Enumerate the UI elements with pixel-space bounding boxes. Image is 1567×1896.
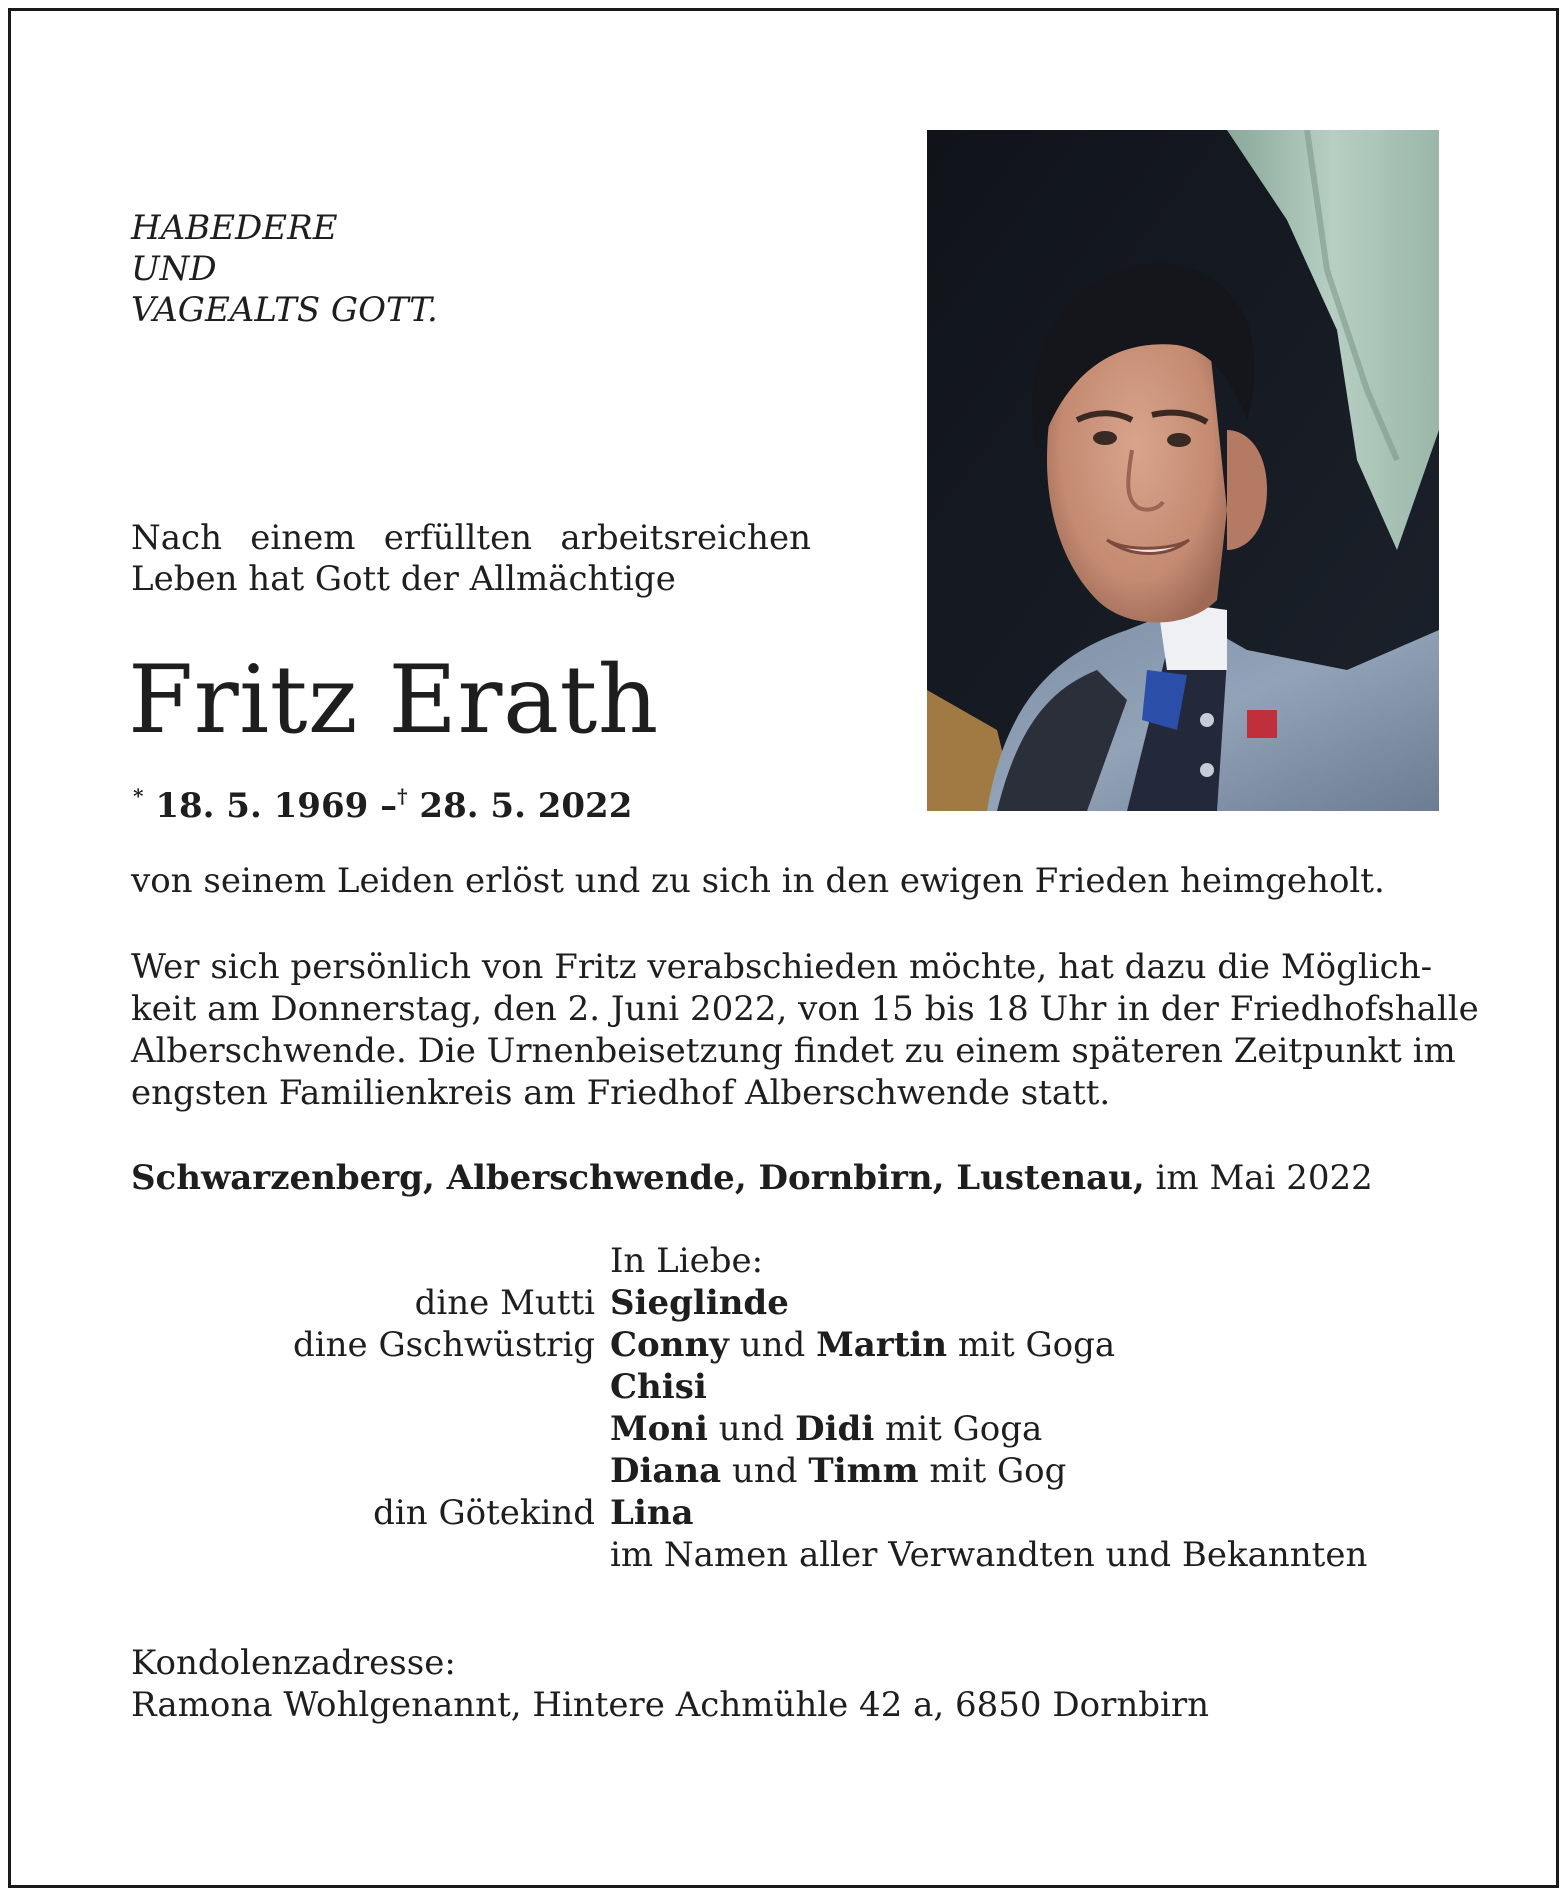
mourner-connector: im Namen aller Verwandten und Bekannten — [610, 1535, 1368, 1575]
motto — [131, 208, 438, 331]
birth-symbol: * — [133, 784, 144, 808]
mourners-list — [200, 1240, 1367, 1576]
mourners-heading-row — [200, 1240, 1367, 1282]
mourner-name: Timm — [808, 1451, 919, 1491]
mourner-relation — [200, 1408, 610, 1450]
death-date: 28. 5. 2022 — [419, 786, 633, 826]
mourner-relation — [200, 1450, 610, 1492]
intro-word: Nach — [131, 518, 222, 558]
mourners-heading: In Liebe: — [610, 1241, 764, 1281]
places-bold: Schwarzenberg, Alberschwende, Dornbirn, Lustenau, — [131, 1158, 1145, 1198]
mourner-row — [200, 1492, 1367, 1534]
mourner-name: Didi — [795, 1409, 875, 1449]
mourner-names — [610, 1366, 707, 1408]
mourner-name: Lina — [610, 1493, 694, 1533]
paragraph-2-line: engsten Familienkreis am Friedhof Alberschwende statt. — [131, 1073, 1111, 1113]
mourner-names — [610, 1282, 789, 1324]
motto-line: UND — [131, 249, 217, 289]
places-line — [131, 1157, 1373, 1199]
paragraph-2-text: Wer sich persönlich von Fritz verabschieden möchte, hat dazu die Möglich- — [131, 947, 1433, 987]
mourner-rows — [200, 1282, 1367, 1576]
death-symbol: † — [397, 784, 408, 808]
mourner-name: Diana — [610, 1451, 722, 1491]
mourner-row — [200, 1534, 1367, 1576]
mourner-relation — [200, 1366, 610, 1408]
mourner-name: Chisi — [610, 1367, 707, 1407]
condolence-address — [131, 1642, 1209, 1726]
paragraph-1: von seinem Leiden erlöst und zu sich in den ewigen Frieden heimgeholt. — [131, 861, 1385, 901]
motto-line: HABEDERE — [131, 208, 338, 248]
paragraph-2 — [131, 946, 1479, 1114]
mourner-relation: din Götekind — [373, 1493, 595, 1533]
paragraph-2-line: keit am Donnerstag, den 2. Juni 2022, von 15 bis 18 Uhr in der Friedhofshalle — [131, 989, 1479, 1029]
mourner-row — [200, 1450, 1367, 1492]
mourner-names — [610, 1408, 1042, 1450]
mourner-connector: und — [721, 1451, 809, 1491]
life-dates — [133, 774, 632, 828]
mourner-row — [200, 1408, 1367, 1450]
intro-word: arbeitsreichen — [560, 518, 811, 558]
intro-word: einem — [250, 518, 356, 558]
mourner-names — [610, 1450, 1066, 1492]
mourner-name: Conny — [610, 1325, 729, 1365]
mourner-row — [200, 1366, 1367, 1408]
mourner-row — [200, 1282, 1367, 1324]
paragraph-2-line — [131, 946, 1436, 988]
motto-line: VAGEALTS GOTT. — [131, 290, 438, 330]
mourner-names — [610, 1492, 694, 1534]
mourner-name: Moni — [610, 1409, 708, 1449]
places-date: im Mai 2022 — [1155, 1158, 1373, 1198]
paragraph-2-line: Alberschwende. Die Urnenbeisetzung findet zu einem späteren Zeitpunkt im — [131, 1031, 1456, 1071]
mourner-name: Martin — [816, 1325, 948, 1365]
mourner-row — [200, 1324, 1367, 1366]
mourner-name: Sieglinde — [610, 1283, 789, 1323]
intro-text — [131, 518, 811, 600]
intro-line-1 — [131, 518, 811, 559]
mourner-names — [610, 1534, 1367, 1576]
mourner-connector: mit Goga — [874, 1409, 1043, 1449]
mourner-relation: dine Mutti — [414, 1283, 595, 1323]
mourner-connector: und — [707, 1409, 796, 1449]
portrait-photo — [927, 130, 1439, 811]
intro-word: erfüllten — [383, 518, 533, 558]
birth-date: 18. 5. 1969 — [155, 786, 369, 826]
deceased-name: Fritz Erath — [128, 646, 659, 755]
mourner-connector: und — [728, 1325, 817, 1365]
mourner-names — [610, 1324, 1115, 1366]
mourner-connector: mit Goga — [947, 1325, 1116, 1365]
mourner-connector: mit Gog — [918, 1451, 1067, 1491]
condolence-address-text: Ramona Wohlgenannt, Hintere Achmühle 42 a, 6850 Dornbirn — [131, 1685, 1210, 1725]
mourner-relation — [200, 1534, 610, 1576]
mourner-relation: dine Gschwüstrig — [292, 1325, 595, 1365]
condolence-label: Kondolenzadresse: — [131, 1643, 456, 1683]
date-separator: – — [380, 786, 398, 826]
intro-line-2: Leben hat Gott der Allmächtige — [131, 559, 676, 599]
